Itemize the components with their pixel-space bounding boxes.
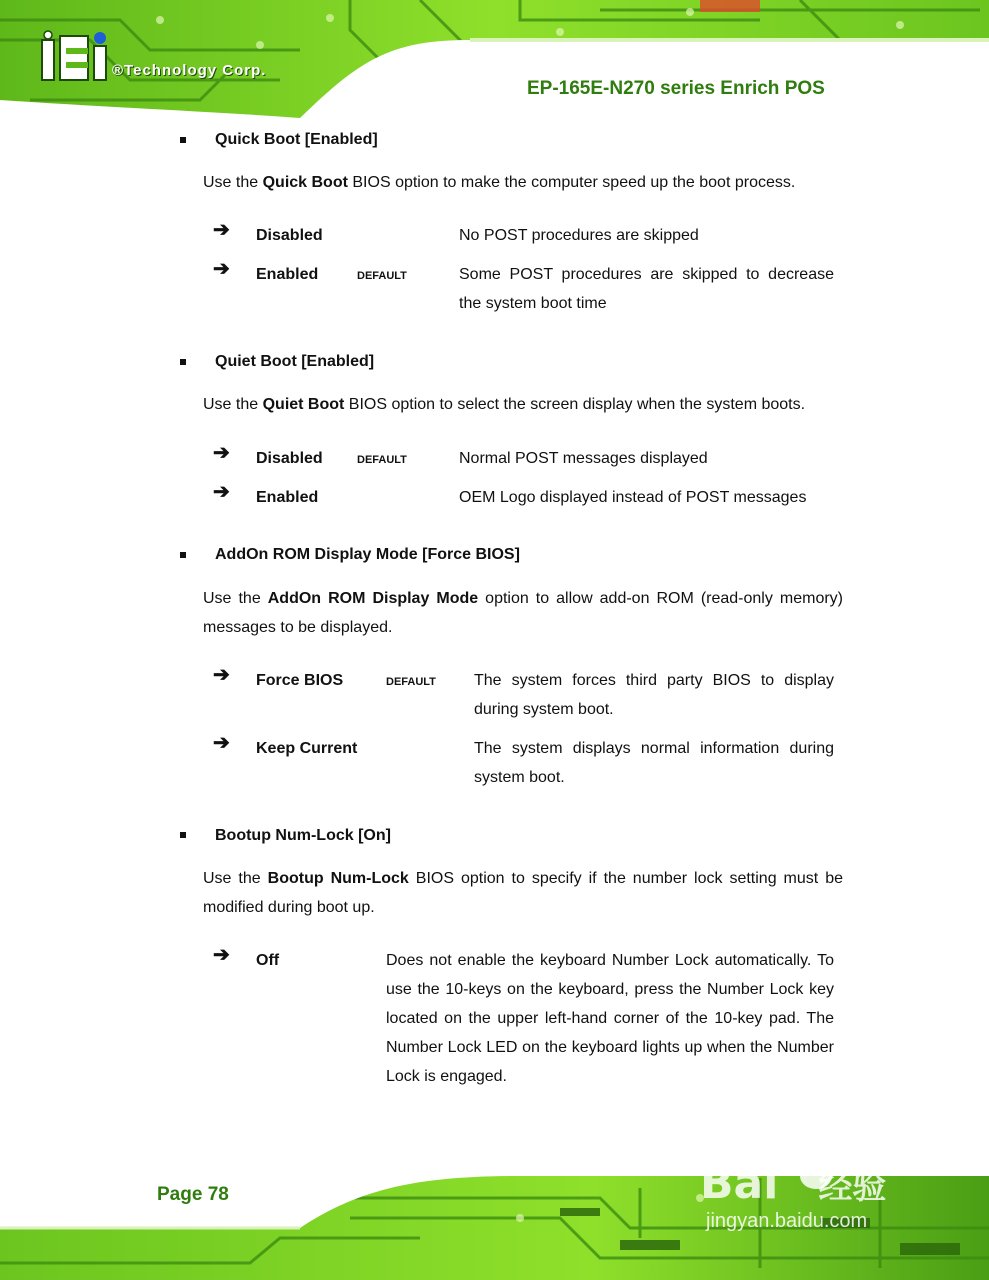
option-name: Keep Current: [256, 740, 358, 757]
baidu-watermark: Bai 经验: [700, 1158, 887, 1209]
section-intro-quick-boot: Use the Quick Boot BIOS option to make the computer speed up the boot process.: [203, 174, 796, 191]
option-desc: OEM Logo displayed instead of POST messages: [459, 489, 807, 506]
option-name: Force BIOS: [256, 672, 344, 689]
section-bullet: [180, 552, 186, 558]
default-tag: default: [357, 450, 407, 467]
arrow-icon: ➔: [213, 481, 230, 503]
option-desc: No POST procedures are skipped: [459, 227, 699, 244]
arrow-icon: ➔: [213, 219, 230, 241]
default-tag: default: [357, 266, 407, 283]
page-number: Page 78: [157, 1184, 229, 1205]
option-desc: The system forces third party BIOS to display during system boot.: [474, 672, 834, 718]
iei-logo: [40, 30, 110, 82]
arrow-icon: ➔: [213, 732, 230, 754]
document-title: EP-165E-N270 series Enrich POS: [527, 78, 825, 99]
section-bullet: [180, 832, 186, 838]
option-name: Disabled: [256, 227, 323, 244]
arrow-icon: ➔: [213, 258, 230, 280]
option-desc: Some POST procedures are skipped to decrease the system boot time: [459, 266, 834, 312]
option-name: Disabled: [256, 450, 323, 467]
arrow-icon: ➔: [213, 442, 230, 464]
option-name: Enabled: [256, 266, 319, 283]
brand-tagline: ®Technology Corp.: [112, 62, 267, 79]
section-intro-quiet-boot: Use the Quiet Boot BIOS option to select the screen display when the system boots.: [203, 396, 806, 413]
arrow-icon: ➔: [213, 664, 230, 686]
circuit-board-art: [0, 0, 989, 118]
section-heading-quick-boot: Quick Boot [Enabled]: [215, 131, 378, 148]
option-desc: Normal POST messages displayed: [459, 450, 708, 467]
option-name: Off: [256, 952, 280, 969]
section-bullet: [180, 137, 186, 143]
section-heading-num-lock: Bootup Num-Lock [On]: [215, 827, 391, 844]
option-desc: The system displays normal information during system boot.: [474, 740, 834, 786]
section-bullet: [180, 359, 186, 365]
option-desc: Does not enable the keyboard Number Lock automatically. To use the 10-keys on the keyboard, press the Number Lock key located on the upper left-hand corner of the 10-key pad. The Number Lock LED on the keyboard lights up when the Number Lock is engaged.: [386, 952, 834, 1085]
section-intro-num-lock: Use the Bootup Num-Lock BIOS option to specify if the number lock setting must be modified during boot up.: [203, 870, 843, 916]
option-name: Enabled: [256, 489, 319, 506]
section-heading-quiet-boot: Quiet Boot [Enabled]: [215, 353, 375, 370]
section-heading-addon-rom: AddOn ROM Display Mode [Force BIOS]: [215, 546, 520, 563]
section-intro-addon-rom: Use the AddOn ROM Display Mode option to allow add-on ROM (read-only memory) messages to be displayed.: [203, 590, 843, 636]
default-tag: default: [386, 672, 436, 689]
baidu-watermark-url: jingyan.baidu.com: [706, 1210, 868, 1232]
header-circuit-board-banner: [0, 0, 989, 118]
arrow-icon: ➔: [213, 944, 230, 966]
